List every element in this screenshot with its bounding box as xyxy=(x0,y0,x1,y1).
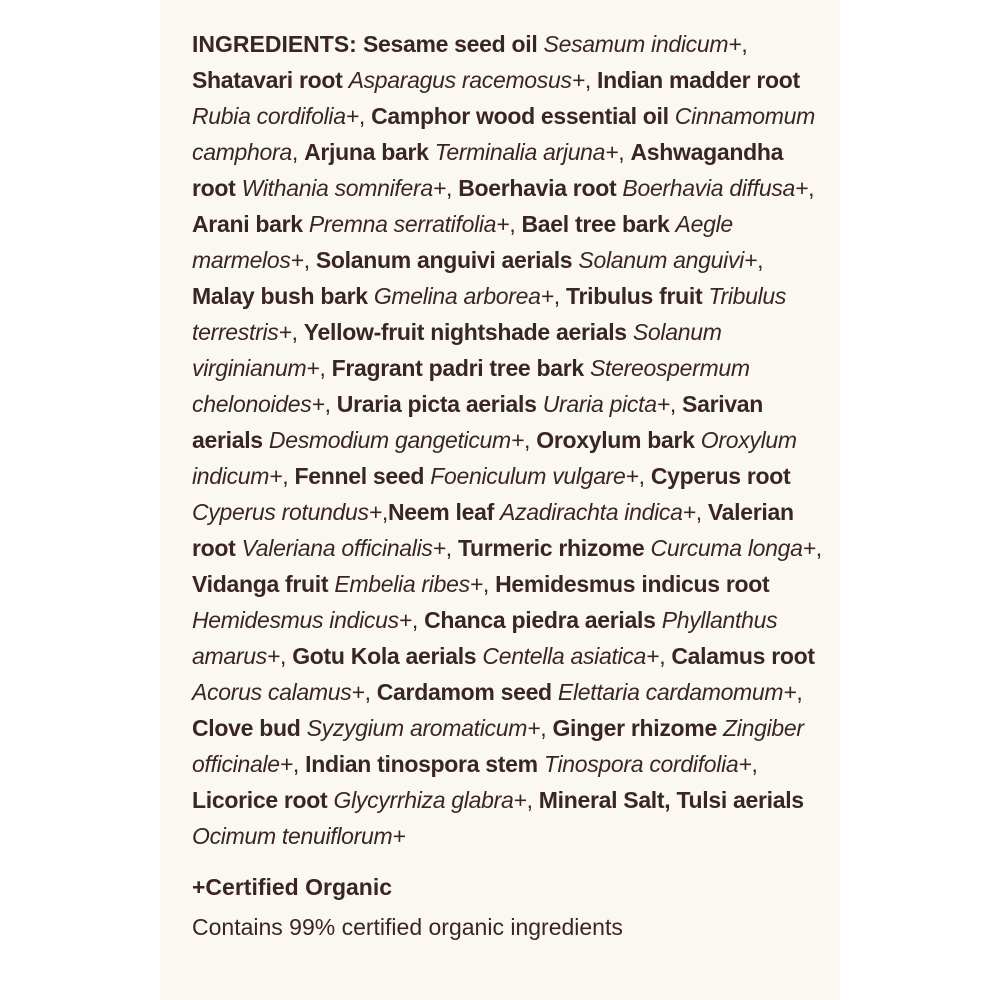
ingredient-common-name: Neem leaf xyxy=(387,499,494,525)
ingredient-separator: , xyxy=(319,355,332,381)
ingredient-latin-name: Premna serratifolia+ xyxy=(308,211,510,237)
ingredient-latin-name: Zingiber officinale+ xyxy=(192,715,804,777)
ingredient-separator: , xyxy=(364,679,377,705)
ingredient-separator: , xyxy=(524,427,537,453)
ingredient-common-name: Arjuna bark xyxy=(304,139,429,165)
ingredients-list xyxy=(192,26,824,854)
ingredient-latin-name: Curcuma longa+ xyxy=(650,535,816,561)
ingredient-latin-name: Glycyrrhiza glabra+ xyxy=(333,787,527,813)
ingredient-separator: , xyxy=(741,31,748,57)
ingredient-common-name: Chanca piedra aerials xyxy=(424,607,656,633)
ingredient-common-name: Indian tinospora stem xyxy=(305,751,538,777)
ingredient-latin-name: Cyperus rotundus+ xyxy=(192,499,382,525)
ingredient-latin-name: Valeriana officinalis+ xyxy=(241,535,446,561)
ingredient-common-name: Tulsi aerials xyxy=(676,787,804,813)
ingredient-common-name: Yellow-fruit nightshade aerials xyxy=(303,319,627,345)
ingredients-heading: INGREDIENTS: xyxy=(192,31,357,57)
ingredient-separator: , xyxy=(796,679,803,705)
ingredient-common-name: Calamus root xyxy=(671,643,815,669)
ingredient-common-name: Uraria picta aerials xyxy=(336,391,537,417)
ingredient-separator: , xyxy=(659,643,672,669)
ingredient-separator: , xyxy=(540,715,553,741)
ingredient-latin-name: Stereospermum chelonoides+ xyxy=(192,355,750,417)
ingredient-common-name: Boerhavia root xyxy=(458,175,617,201)
ingredient-separator: , xyxy=(618,139,631,165)
ingredient-latin-name: Syzygium aromaticum+ xyxy=(306,715,541,741)
ingredient-latin-name: Rubia cordifolia+ xyxy=(192,103,359,129)
ingredient-common-name: Sarivan aerials xyxy=(192,391,764,453)
ingredient-common-name: Camphor wood essential oil xyxy=(371,103,669,129)
ingredient-common-name: Ashwagandha root xyxy=(192,139,784,201)
ingredient-latin-name: Centella asiatica+ xyxy=(482,643,660,669)
ingredient-latin-name: Gmelina arborea+ xyxy=(373,283,554,309)
ingredient-separator: , xyxy=(695,499,708,525)
ingredient-common-name: Clove bud xyxy=(192,715,301,741)
ingredient-common-name: Tribulus fruit xyxy=(565,283,703,309)
ingredient-separator: , xyxy=(282,463,295,489)
ingredient-common-name: Oroxylum bark xyxy=(536,427,695,453)
ingredient-latin-name: Ocimum tenuiflorum+ xyxy=(192,823,406,849)
ingredient-common-name: Shatavari root xyxy=(192,67,343,93)
ingredient-latin-name: Tinospora cordifolia+ xyxy=(543,751,752,777)
ingredient-common-name: Turmeric rhizome xyxy=(457,535,645,561)
ingredient-common-name: Bael tree bark xyxy=(521,211,670,237)
ingredient-latin-name: Oroxylum indicum+ xyxy=(192,427,797,489)
ingredient-separator: , xyxy=(638,463,651,489)
ingredient-latin-name: Cinnamomum camphora xyxy=(192,103,815,165)
ingredient-latin-name: Terminalia arjuna+ xyxy=(434,139,619,165)
ingredient-latin-name: Asparagus racemosus+ xyxy=(348,67,585,93)
ingredient-latin-name: Foeniculum vulgare+ xyxy=(430,463,639,489)
ingredient-latin-name: Acorus calamus+ xyxy=(192,679,365,705)
ingredient-separator: , xyxy=(509,211,522,237)
ingredient-latin-name: Sesamum indicum+ xyxy=(543,31,742,57)
ingredient-common-name: Ginger rhizome xyxy=(552,715,717,741)
ingredient-separator: , xyxy=(751,751,758,777)
ingredient-latin-name: Desmodium gangeticum+ xyxy=(268,427,525,453)
ingredient-separator: , xyxy=(482,571,496,597)
ingredient-separator: , xyxy=(808,175,815,201)
ingredient-common-name: Licorice root xyxy=(192,787,328,813)
ingredient-common-name: Cyperus root xyxy=(650,463,791,489)
ingredient-common-name: Mineral Salt, xyxy=(538,787,671,813)
ingredient-separator: , xyxy=(303,247,316,273)
ingredient-latin-name: Solanum virginianum+ xyxy=(192,319,722,381)
certified-organic-note: +Certified Organic xyxy=(192,874,393,900)
ingredient-common-name: Cardamom seed xyxy=(376,679,552,705)
ingredient-latin-name: Embelia ribes+ xyxy=(334,571,483,597)
ingredient-common-name: Fragrant padri tree bark xyxy=(331,355,584,381)
ingredient-separator: , xyxy=(526,787,539,813)
ingredient-latin-name: Elettaria cardamomum+ xyxy=(557,679,797,705)
ingredient-common-name: Valerian root xyxy=(192,499,794,561)
ingredient-separator: , xyxy=(381,499,388,525)
ingredient-separator: , xyxy=(324,391,337,417)
ingredient-separator: , xyxy=(669,391,683,417)
ingredient-latin-name: Tribulus terrestris+ xyxy=(192,283,787,345)
ingredient-separator: , xyxy=(280,643,293,669)
ingredient-latin-name: Phyllanthus amarus+ xyxy=(192,607,778,669)
ingredient-latin-name: Hemidesmus indicus+ xyxy=(192,607,412,633)
ingredient-separator: , xyxy=(446,175,459,201)
ingredient-separator: , xyxy=(553,283,566,309)
ingredient-latin-name: Boerhavia diffusa+ xyxy=(622,175,809,201)
ingredient-latin-name: Uraria picta+ xyxy=(542,391,670,417)
ingredient-common-name: Sesame seed oil xyxy=(362,31,538,57)
ingredient-common-name: Malay bush bark xyxy=(192,283,368,309)
ingredient-latin-name: Azadirachta indica+ xyxy=(500,499,696,525)
ingredient-common-name: Solanum anguivi aerials xyxy=(315,247,573,273)
ingredient-separator: , xyxy=(411,607,425,633)
ingredient-separator: , xyxy=(358,103,372,129)
ingredient-separator: , xyxy=(445,535,458,561)
ingredient-latin-name: Aegle marmelos+ xyxy=(192,211,733,273)
ingredient-common-name: Arani bark xyxy=(192,211,303,237)
label-content xyxy=(192,26,824,942)
ingredient-separator: , xyxy=(291,319,304,345)
ingredient-common-name: Hemidesmus indicus root xyxy=(495,571,770,597)
ingredient-latin-name: Solanum anguivi+ xyxy=(578,247,758,273)
ingredient-separator: , xyxy=(291,139,305,165)
organic-percentage-statement: Contains 99% certified organic ingredients xyxy=(192,914,623,940)
ingredient-separator: , xyxy=(815,535,822,561)
ingredient-common-name: Vidanga fruit xyxy=(192,571,329,597)
ingredient-separator: , xyxy=(757,247,764,273)
ingredient-common-name: Gotu Kola aerials xyxy=(292,643,477,669)
ingredient-common-name: Indian madder root xyxy=(597,67,800,93)
ingredient-separator: , xyxy=(292,751,306,777)
ingredient-separator: , xyxy=(584,67,598,93)
ingredient-latin-name: Withania somnifera+ xyxy=(241,175,446,201)
ingredient-common-name: Fennel seed xyxy=(294,463,425,489)
ingredient-label-panel xyxy=(160,0,840,1000)
